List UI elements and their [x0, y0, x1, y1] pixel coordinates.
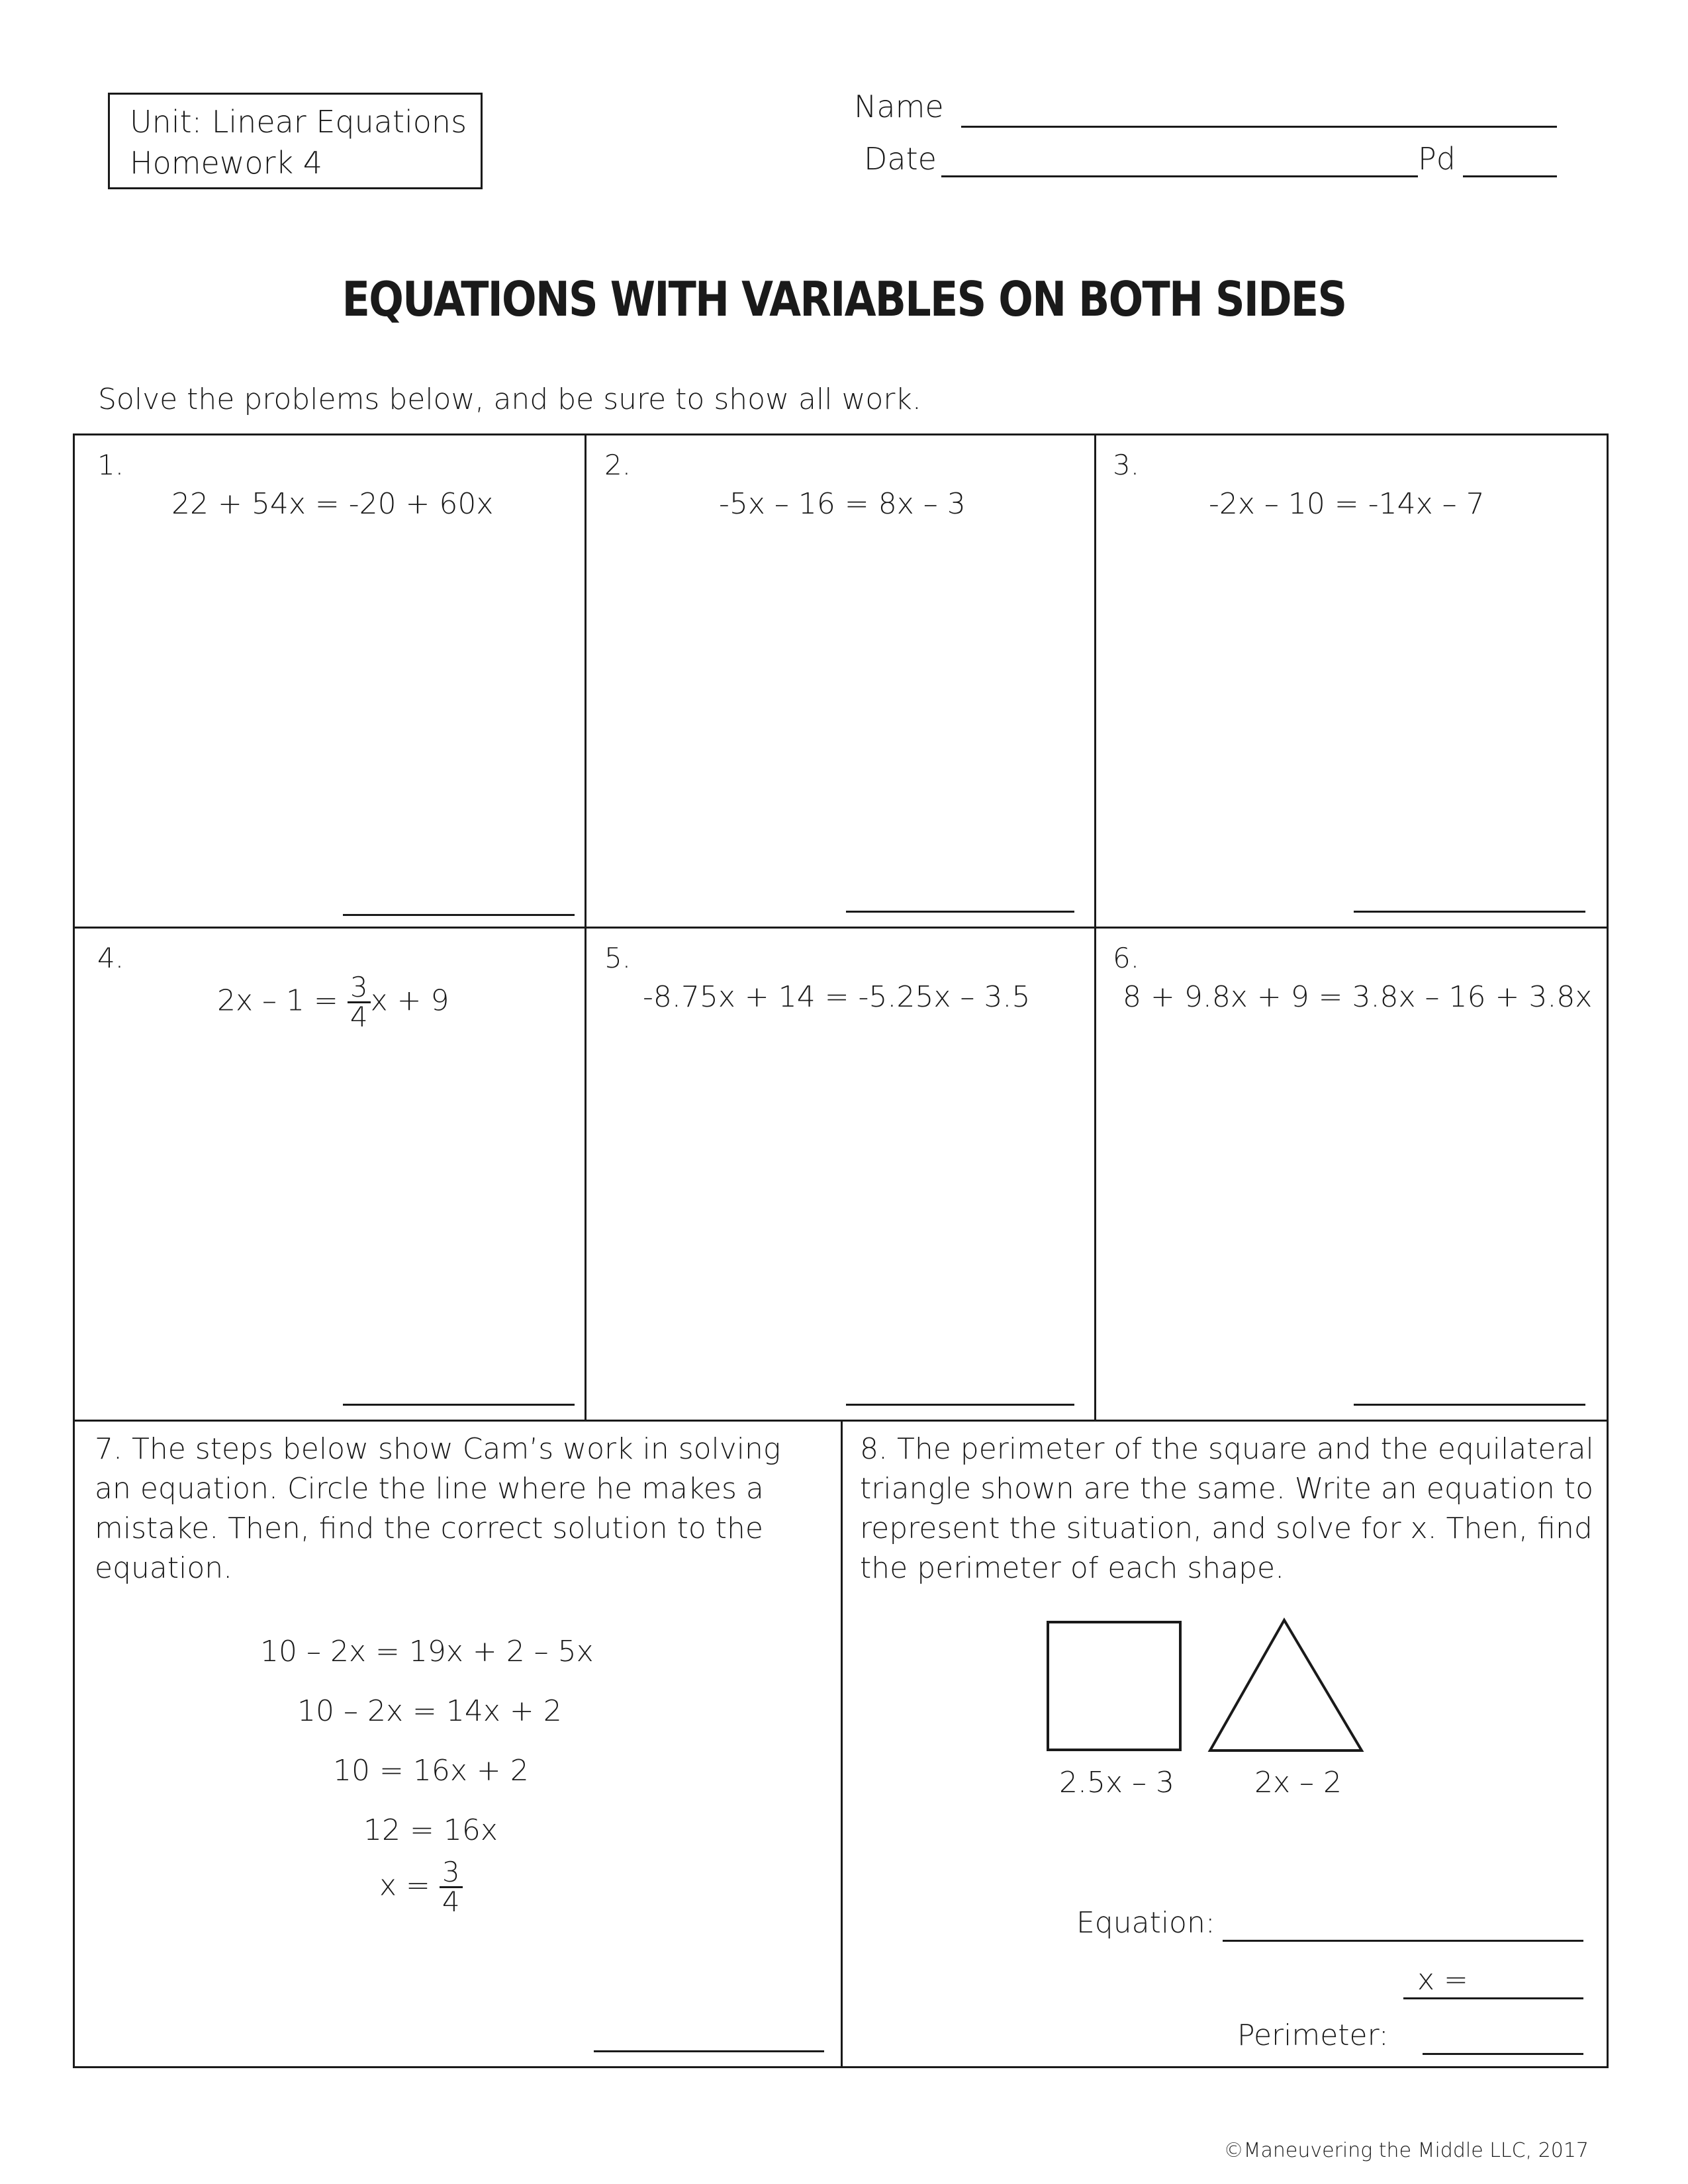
- work-step[interactable]: 12 = 16x: [363, 1813, 498, 1847]
- problem-equation: -8.75x + 14 = -5.25x – 3.5: [643, 980, 1031, 1014]
- problem-8-cell[interactable]: [843, 1422, 1607, 2066]
- work-step[interactable]: 10 – 2x = 19x + 2 – 5x: [260, 1635, 594, 1668]
- name-label: Name: [854, 89, 944, 124]
- square-shape: [1048, 1622, 1180, 1750]
- problem-equation: -5x – 16 = 8x – 3: [719, 487, 966, 521]
- problem-7-prompt: 7. The steps below show Cam’s work in solving an equation. Circle the line where he makes a mistake. Then, find the correct solution to the equation.: [95, 1432, 781, 1585]
- problem-number: 4.: [97, 942, 124, 974]
- x-label: x =: [1417, 1963, 1468, 1997]
- problem-grid: [73, 433, 1609, 2068]
- perimeter-label: Perimeter:: [1237, 2019, 1389, 2052]
- fraction-numerator: 3: [440, 1858, 463, 1888]
- problem-7-cell[interactable]: [75, 1422, 841, 2066]
- problem-number: 6.: [1113, 942, 1140, 974]
- problem-equation: -2x – 10 = -14x – 7: [1209, 487, 1485, 521]
- name-field[interactable]: [961, 126, 1557, 128]
- problem-equation: 8 + 9.8x + 9 = 3.8x – 16 + 3.8x: [1123, 980, 1593, 1014]
- fraction: [348, 971, 371, 1033]
- equation-left: 2x – 1 =: [217, 983, 338, 1018]
- answer-line[interactable]: [1354, 911, 1585, 913]
- answer-line[interactable]: [594, 2050, 824, 2052]
- unit-label: Unit: Linear Equations: [130, 104, 467, 140]
- shapes-figure: [843, 1422, 1607, 2066]
- answer-line[interactable]: [343, 1404, 575, 1406]
- square-side-label: 2.5x – 3: [1059, 1766, 1174, 1799]
- pd-label: Pd: [1418, 141, 1456, 177]
- copyright-footer: ©Maneuvering the Middle LLC, 2017: [1223, 2139, 1589, 2162]
- work-step-final[interactable]: [379, 1858, 463, 1916]
- equation-right: x + 9: [370, 983, 449, 1018]
- problem-number: 5.: [604, 942, 632, 974]
- problem-equation: [217, 971, 449, 1033]
- problem-4-cell[interactable]: [75, 929, 585, 1420]
- equation-answer-line[interactable]: [1223, 1940, 1583, 1942]
- x-answer-line[interactable]: [1403, 1997, 1583, 1999]
- unit-box: [108, 93, 483, 189]
- worksheet-title: EQUATIONS WITH VARIABLES ON BOTH SIDES: [342, 271, 1346, 327]
- answer-line[interactable]: [1354, 1404, 1585, 1406]
- problem-6-cell[interactable]: [1096, 929, 1607, 1420]
- fraction: [440, 1858, 463, 1916]
- problem-number: 1.: [97, 449, 124, 481]
- triangle-side-label: 2x – 2: [1254, 1766, 1342, 1799]
- problem-1-cell[interactable]: [75, 435, 585, 927]
- perimeter-answer-line[interactable]: [1423, 2053, 1583, 2055]
- problem-number: 2.: [604, 449, 632, 481]
- problem-5-cell[interactable]: [586, 929, 1094, 1420]
- pd-field[interactable]: [1463, 175, 1557, 177]
- work-step[interactable]: 10 – 2x = 14x + 2: [297, 1694, 562, 1728]
- problem-2-cell[interactable]: [586, 435, 1094, 927]
- fraction-numerator: 3: [348, 974, 371, 1003]
- instructions: Solve the problems below, and be sure to show all work.: [98, 383, 921, 416]
- problem-3-cell[interactable]: [1096, 435, 1607, 927]
- problem-number: 3.: [1113, 449, 1140, 481]
- answer-line[interactable]: [846, 1404, 1074, 1406]
- date-label: Date: [864, 141, 937, 177]
- final-left: x =: [379, 1868, 430, 1903]
- fraction-denominator: 4: [350, 1001, 368, 1033]
- work-step[interactable]: 10 = 16x + 2: [333, 1754, 529, 1788]
- fraction-denominator: 4: [442, 1886, 460, 1918]
- problem-8-prompt: 8. The perimeter of the square and the equilateral triangle shown are the same. Write an equation to represent the situation, and solve for x. Then, find the perimeter of each shape.: [860, 1432, 1594, 1585]
- answer-line[interactable]: [846, 911, 1074, 913]
- triangle-shape: [1210, 1620, 1362, 1751]
- date-field[interactable]: [941, 175, 1418, 177]
- equation-label: Equation:: [1076, 1906, 1215, 1940]
- problem-equation: 22 + 54x = -20 + 60x: [171, 487, 494, 521]
- homework-label: Homework 4: [130, 145, 323, 181]
- answer-line[interactable]: [343, 914, 575, 916]
